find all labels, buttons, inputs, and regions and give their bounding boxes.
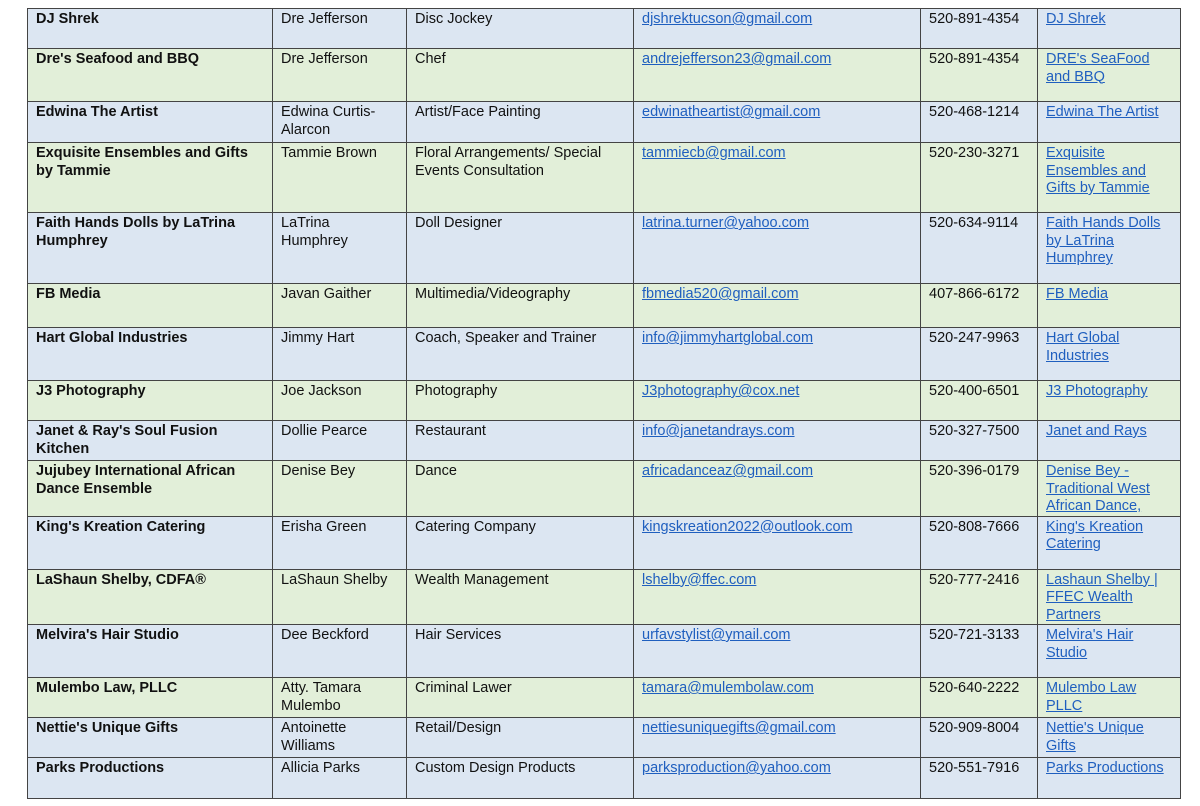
service-type: Coach, Speaker and Trainer	[407, 328, 634, 381]
business-name: DJ Shrek	[28, 9, 273, 49]
website-link[interactable]: Denise Bey - Traditional West African Dance,	[1046, 463, 1150, 514]
phone-number: 520-551-7916	[921, 758, 1038, 799]
contact-name: Tammie Brown	[273, 143, 407, 213]
website-link[interactable]: Faith Hands Dolls by LaTrina Humphrey	[1046, 215, 1161, 266]
service-type: Dance	[407, 461, 634, 517]
email-link[interactable]: latrina.turner@yahoo.com	[642, 215, 810, 231]
contact-name: LaShaun Shelby	[273, 569, 407, 625]
table-row	[28, 421, 1181, 461]
phone-number: 520-468-1214	[921, 102, 1038, 143]
email-link[interactable]: africadanceaz@gmail.com	[642, 463, 814, 479]
email-link[interactable]: fbmedia520@gmail.com	[642, 286, 799, 302]
table-row	[28, 718, 1181, 758]
website-link[interactable]: Lashaun Shelby | FFEC Wealth Partners	[1046, 571, 1158, 623]
service-type: Doll Designer	[407, 213, 634, 284]
contact-name: Javan Gaither	[273, 284, 407, 328]
business-name: Hart Global Industries	[28, 328, 273, 381]
contact-name: Dre Jefferson	[273, 9, 407, 49]
phone-number: 520-909-8004	[921, 718, 1038, 758]
business-name: Mulembo Law, PLLC	[28, 678, 273, 718]
website-link[interactable]: Melvira's Hair Studio	[1046, 627, 1134, 661]
website-link[interactable]: Edwina The Artist	[1046, 104, 1159, 120]
email-link[interactable]: djshrektucson@gmail.com	[642, 11, 813, 27]
website-link[interactable]: Exquisite Ensembles and Gifts by Tammie	[1046, 145, 1150, 196]
table-row	[28, 516, 1181, 569]
table-row	[28, 678, 1181, 718]
service-type: Hair Services	[407, 625, 634, 678]
business-name: Janet & Ray's Soul Fusion Kitchen	[28, 421, 273, 461]
table-row	[28, 461, 1181, 517]
email-link[interactable]: tammiecb@gmail.com	[642, 145, 786, 161]
website-link[interactable]: J3 Photography	[1046, 383, 1148, 399]
service-type: Restaurant	[407, 421, 634, 461]
contact-name: Allicia Parks	[273, 758, 407, 799]
phone-number: 520-721-3133	[921, 625, 1038, 678]
table-row	[28, 102, 1181, 143]
contact-name: Jimmy Hart	[273, 328, 407, 381]
email-link[interactable]: urfavstylist@ymail.com	[642, 627, 791, 643]
table-body	[28, 9, 1181, 799]
contact-name: Joe Jackson	[273, 381, 407, 421]
email-link[interactable]: lshelby@ffec.com	[642, 571, 757, 588]
table-row	[28, 49, 1181, 102]
service-type: Criminal Lawer	[407, 678, 634, 718]
phone-number: 407-866-6172	[921, 284, 1038, 328]
service-type: Retail/Design	[407, 718, 634, 758]
business-name: Dre's Seafood and BBQ	[28, 49, 273, 102]
business-name: FB Media	[28, 284, 273, 328]
phone-number: 520-777-2416	[921, 569, 1038, 625]
table-row	[28, 328, 1181, 381]
phone-number: 520-230-3271	[921, 143, 1038, 213]
business-name: J3 Photography	[28, 381, 273, 421]
website-link[interactable]: Janet and Rays	[1046, 423, 1147, 439]
service-type: Floral Arrangements/ Special Events Consultation	[407, 143, 634, 213]
business-name: King's Kreation Catering	[28, 516, 273, 569]
phone-number: 520-327-7500	[921, 421, 1038, 461]
phone-number: 520-396-0179	[921, 461, 1038, 517]
website-link[interactable]: FB Media	[1046, 286, 1109, 302]
email-link[interactable]: J3photography@cox.net	[642, 383, 800, 399]
phone-number: 520-891-4354	[921, 9, 1038, 49]
service-type: Wealth Management	[407, 569, 634, 625]
phone-number: 520-247-9963	[921, 328, 1038, 381]
contact-name: Dee Beckford	[273, 625, 407, 678]
business-name: Parks Productions	[28, 758, 273, 799]
service-type: Artist/Face Painting	[407, 102, 634, 143]
email-link[interactable]: edwinatheartist@gmail.com	[642, 104, 821, 120]
service-type: Chef	[407, 49, 634, 102]
contact-name: Edwina Curtis-Alarcon	[273, 102, 407, 143]
contact-name: Antoinette Williams	[273, 718, 407, 758]
table-row	[28, 284, 1181, 328]
phone-number: 520-891-4354	[921, 49, 1038, 102]
phone-number: 520-634-9114	[921, 213, 1038, 284]
table-row	[28, 213, 1181, 284]
business-name: LaShaun Shelby, CDFA®	[28, 569, 273, 625]
business-name: Melvira's Hair Studio	[28, 625, 273, 678]
website-link[interactable]: Hart Global Industries	[1046, 330, 1120, 364]
service-type: Custom Design Products	[407, 758, 634, 799]
email-link[interactable]: nettiesuniquegifts@gmail.com	[642, 720, 836, 736]
service-type: Catering Company	[407, 516, 634, 569]
service-type: Photography	[407, 381, 634, 421]
phone-number: 520-808-7666	[921, 516, 1038, 569]
website-link[interactable]: Mulembo Law PLLC	[1046, 680, 1137, 714]
vendor-directory-table	[27, 8, 1181, 799]
email-link[interactable]: tamara@mulembolaw.com	[642, 680, 814, 696]
table-row	[28, 9, 1181, 49]
business-name: Exquisite Ensembles and Gifts by Tammie	[28, 143, 273, 213]
service-type: Multimedia/Videography	[407, 284, 634, 328]
table-row	[28, 143, 1181, 213]
business-name: Jujubey International African Dance Ensemble	[28, 461, 273, 517]
website-link[interactable]: Parks Productions	[1046, 760, 1164, 776]
email-link[interactable]: info@jimmyhartglobal.com	[642, 330, 814, 346]
table-row	[28, 569, 1181, 625]
email-link[interactable]: kingskreation2022@outlook.com	[642, 518, 853, 535]
contact-name: Atty. Tamara Mulembo	[273, 678, 407, 718]
business-name: Nettie's Unique Gifts	[28, 718, 273, 758]
business-name: Edwina The Artist	[28, 102, 273, 143]
email-link[interactable]: andrejefferson23@gmail.com	[642, 51, 832, 67]
business-name: Faith Hands Dolls by LaTrina Humphrey	[28, 213, 273, 284]
table-row	[28, 625, 1181, 678]
table-row	[28, 381, 1181, 421]
website-link[interactable]: Nettie's Unique Gifts	[1046, 720, 1144, 754]
phone-number: 520-640-2222	[921, 678, 1038, 718]
contact-name: Denise Bey	[273, 461, 407, 517]
phone-number: 520-400-6501	[921, 381, 1038, 421]
contact-name: LaTrina Humphrey	[273, 213, 407, 284]
contact-name: Erisha Green	[273, 516, 407, 569]
email-link[interactable]: info@janetandrays.com	[642, 423, 795, 439]
email-link[interactable]: parksproduction@yahoo.com	[642, 760, 831, 776]
contact-name: Dollie Pearce	[273, 421, 407, 461]
website-link[interactable]: King's Kreation Catering	[1046, 518, 1144, 552]
service-type: Disc Jockey	[407, 9, 634, 49]
website-link[interactable]: DRE's SeaFood and BBQ	[1046, 51, 1150, 85]
website-link[interactable]: DJ Shrek	[1046, 11, 1106, 27]
contact-name: Dre Jefferson	[273, 49, 407, 102]
table-row	[28, 758, 1181, 799]
